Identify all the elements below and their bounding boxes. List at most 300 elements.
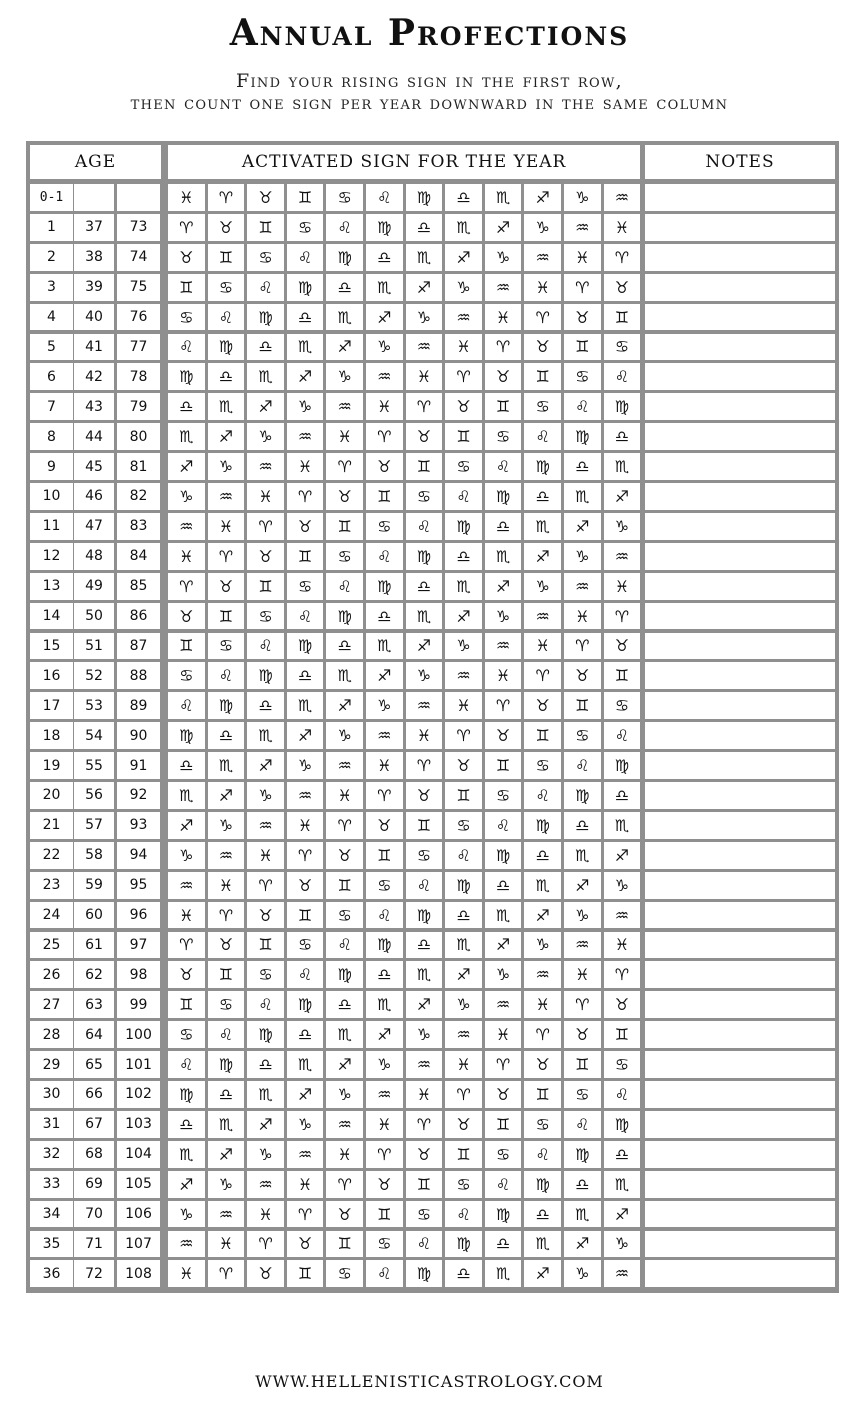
zodiac-sign-cell: ♑ — [208, 1171, 245, 1198]
zodiac-sign-cell: ♓ — [524, 991, 561, 1018]
zodiac-sign-cell: ♉ — [247, 184, 284, 211]
age-cell: 4 — [30, 304, 73, 331]
zodiac-sign-cell: ♒ — [168, 872, 205, 899]
zodiac-sign-cell: ♉ — [406, 782, 443, 809]
zodiac-sign-cell: ♎ — [485, 513, 522, 540]
zodiac-sign-cell: ♑ — [564, 902, 601, 929]
zodiac-sign-cell: ♈ — [366, 423, 403, 450]
zodiac-sign-cell: ♓ — [168, 902, 205, 929]
zodiac-sign-cell: ♎ — [604, 782, 641, 809]
zodiac-sign-cell: ♏ — [287, 1051, 324, 1078]
zodiac-sign-cell: ♈ — [524, 1021, 561, 1048]
age-cell: 92 — [117, 782, 160, 809]
zodiac-sign-cell: ♌ — [485, 453, 522, 480]
age-cell: 77 — [117, 334, 160, 361]
zodiac-sign-cell: ♈ — [326, 1171, 363, 1198]
zodiac-sign-cell: ♈ — [406, 1111, 443, 1138]
zodiac-sign-cell: ♋ — [406, 1201, 443, 1228]
zodiac-sign-cell: ♏ — [604, 1171, 641, 1198]
zodiac-sign-cell: ♍ — [168, 722, 205, 749]
age-cell: 55 — [74, 752, 114, 779]
zodiac-sign-cell: ♑ — [208, 812, 245, 839]
zodiac-sign-cell: ♑ — [287, 752, 324, 779]
zodiac-sign-cell: ♎ — [485, 1231, 522, 1258]
zodiac-sign-cell: ♏ — [366, 633, 403, 660]
notes-cell[interactable] — [645, 812, 835, 839]
age-cell: 13 — [30, 573, 73, 600]
zodiac-sign-cell: ♊ — [445, 423, 482, 450]
zodiac-sign-cell: ♑ — [406, 662, 443, 689]
notes-cell[interactable] — [645, 513, 835, 540]
zodiac-sign-cell: ♈ — [564, 991, 601, 1018]
zodiac-sign-cell: ♎ — [287, 304, 324, 331]
zodiac-sign-cell: ♍ — [208, 334, 245, 361]
zodiac-sign-cell: ♌ — [524, 1141, 561, 1168]
zodiac-sign-cell: ♈ — [208, 1260, 245, 1287]
zodiac-sign-cell: ♐ — [604, 1201, 641, 1228]
age-cell: 100 — [117, 1021, 160, 1048]
age-cell: 18 — [30, 722, 73, 749]
zodiac-sign-cell: ♏ — [287, 334, 324, 361]
zodiac-sign-cell: ♐ — [406, 274, 443, 301]
zodiac-sign-cell: ♐ — [406, 633, 443, 660]
zodiac-sign-cell: ♓ — [168, 1260, 205, 1287]
notes-cell[interactable] — [645, 662, 835, 689]
zodiac-sign-cell: ♋ — [604, 334, 641, 361]
age-cell: 53 — [74, 692, 114, 719]
zodiac-sign-cell: ♎ — [366, 961, 403, 988]
zodiac-sign-cell: ♎ — [564, 453, 601, 480]
zodiac-sign-cell: ♏ — [604, 812, 641, 839]
notes-cell[interactable] — [645, 274, 835, 301]
zodiac-sign-cell: ♒ — [247, 453, 284, 480]
zodiac-sign-cell: ♍ — [366, 214, 403, 241]
zodiac-sign-cell: ♑ — [287, 1111, 324, 1138]
zodiac-sign-cell: ♉ — [366, 812, 403, 839]
zodiac-sign-cell: ♉ — [247, 543, 284, 570]
age-cell: 0-1 — [30, 184, 73, 211]
notes-cell[interactable] — [645, 1081, 835, 1108]
age-cell: 50 — [74, 603, 114, 630]
zodiac-sign-cell: ♒ — [326, 393, 363, 420]
zodiac-sign-cell: ♋ — [564, 722, 601, 749]
age-cell: 10 — [30, 483, 73, 510]
notes-cell[interactable] — [645, 334, 835, 361]
zodiac-sign-cell: ♓ — [366, 1111, 403, 1138]
zodiac-sign-cell: ♒ — [366, 1081, 403, 1108]
age-cell: 42 — [74, 363, 114, 390]
age-cell: 37 — [74, 214, 114, 241]
age-cell: 25 — [30, 932, 73, 959]
notes-cell[interactable] — [645, 991, 835, 1018]
age-cell: 98 — [117, 961, 160, 988]
zodiac-sign-cell: ♎ — [168, 1111, 205, 1138]
zodiac-sign-cell: ♋ — [366, 872, 403, 899]
zodiac-sign-cell: ♐ — [208, 782, 245, 809]
zodiac-sign-cell: ♋ — [287, 932, 324, 959]
zodiac-sign-cell: ♊ — [406, 453, 443, 480]
zodiac-sign-cell: ♋ — [564, 1081, 601, 1108]
notes-cell[interactable] — [645, 214, 835, 241]
zodiac-sign-cell: ♏ — [524, 1231, 561, 1258]
zodiac-sign-cell: ♍ — [247, 662, 284, 689]
zodiac-sign-cell: ♈ — [485, 334, 522, 361]
zodiac-sign-cell: ♐ — [366, 662, 403, 689]
notes-cell[interactable] — [645, 573, 835, 600]
notes-cell[interactable] — [645, 842, 835, 869]
age-column-header: AGE — [30, 145, 161, 179]
zodiac-sign-cell: ♊ — [445, 782, 482, 809]
zodiac-sign-cell: ♋ — [406, 483, 443, 510]
zodiac-sign-cell: ♐ — [366, 1021, 403, 1048]
zodiac-sign-cell: ♊ — [208, 244, 245, 271]
zodiac-sign-cell: ♌ — [445, 1201, 482, 1228]
zodiac-sign-cell: ♉ — [445, 752, 482, 779]
notes-cell[interactable] — [645, 483, 835, 510]
zodiac-sign-cell: ♑ — [445, 991, 482, 1018]
zodiac-sign-cell: ♍ — [485, 1201, 522, 1228]
zodiac-sign-cell: ♋ — [524, 1111, 561, 1138]
notes-cell[interactable] — [645, 184, 835, 211]
zodiac-sign-cell: ♊ — [564, 1051, 601, 1078]
notes-cell[interactable] — [645, 393, 835, 420]
zodiac-sign-cell: ♐ — [524, 543, 561, 570]
age-cell: 8 — [30, 423, 73, 450]
age-cell: 101 — [117, 1051, 160, 1078]
zodiac-sign-cell: ♒ — [287, 782, 324, 809]
zodiac-sign-cell: ♉ — [604, 633, 641, 660]
zodiac-sign-cell: ♊ — [485, 393, 522, 420]
zodiac-sign-cell: ♏ — [208, 393, 245, 420]
zodiac-sign-cell: ♐ — [564, 513, 601, 540]
zodiac-sign-cell: ♍ — [604, 1111, 641, 1138]
age-cell: 27 — [30, 991, 73, 1018]
zodiac-sign-cell: ♋ — [445, 453, 482, 480]
age-cell: 91 — [117, 752, 160, 779]
notes-cell[interactable] — [645, 1051, 835, 1078]
age-cell: 66 — [74, 1081, 114, 1108]
zodiac-sign-cell: ♈ — [604, 244, 641, 271]
zodiac-sign-cell: ♒ — [524, 961, 561, 988]
zodiac-sign-cell: ♐ — [564, 872, 601, 899]
zodiac-sign-cell: ♏ — [247, 722, 284, 749]
notes-cell[interactable] — [645, 1111, 835, 1138]
age-cell: 67 — [74, 1111, 114, 1138]
zodiac-sign-cell: ♑ — [524, 214, 561, 241]
age-cell: 59 — [74, 872, 114, 899]
zodiac-sign-cell: ♋ — [247, 603, 284, 630]
zodiac-sign-cell: ♍ — [445, 872, 482, 899]
zodiac-sign-cell: ♍ — [247, 1021, 284, 1048]
notes-cell[interactable] — [645, 633, 835, 660]
zodiac-sign-cell: ♒ — [524, 244, 561, 271]
zodiac-sign-cell: ♋ — [524, 393, 561, 420]
zodiac-sign-cell: ♎ — [564, 812, 601, 839]
age-cell: 78 — [117, 363, 160, 390]
zodiac-sign-cell: ♈ — [326, 812, 363, 839]
age-cell: 58 — [74, 842, 114, 869]
notes-cell[interactable] — [645, 363, 835, 390]
notes-cell[interactable] — [645, 244, 835, 271]
zodiac-sign-cell: ♑ — [564, 1260, 601, 1287]
zodiac-sign-cell: ♐ — [326, 1051, 363, 1078]
zodiac-sign-cell: ♉ — [564, 1021, 601, 1048]
zodiac-sign-cell: ♋ — [326, 902, 363, 929]
zodiac-sign-cell: ♎ — [247, 692, 284, 719]
zodiac-sign-cell: ♈ — [406, 752, 443, 779]
age-cell: 89 — [117, 692, 160, 719]
age-cell: 93 — [117, 812, 160, 839]
zodiac-sign-cell: ♉ — [524, 1051, 561, 1078]
zodiac-sign-cell: ♉ — [485, 1081, 522, 1108]
notes-cell[interactable] — [645, 782, 835, 809]
zodiac-sign-cell: ♑ — [366, 334, 403, 361]
zodiac-sign-cell: ♏ — [564, 842, 601, 869]
zodiac-sign-cell: ♏ — [366, 991, 403, 1018]
zodiac-sign-cell: ♈ — [485, 1051, 522, 1078]
zodiac-sign-cell: ♎ — [208, 722, 245, 749]
zodiac-sign-cell: ♍ — [564, 782, 601, 809]
zodiac-sign-cell: ♌ — [366, 1260, 403, 1287]
zodiac-sign-cell: ♊ — [485, 1111, 522, 1138]
zodiac-sign-cell: ♈ — [326, 453, 363, 480]
notes-cell[interactable] — [645, 453, 835, 480]
notes-cell[interactable] — [645, 1201, 835, 1228]
zodiac-sign-cell: ♌ — [326, 932, 363, 959]
age-cell: 11 — [30, 513, 73, 540]
zodiac-sign-cell: ♓ — [366, 393, 403, 420]
zodiac-sign-cell: ♒ — [445, 1021, 482, 1048]
zodiac-sign-cell: ♓ — [247, 483, 284, 510]
zodiac-sign-cell: ♍ — [524, 1171, 561, 1198]
zodiac-sign-cell: ♋ — [604, 692, 641, 719]
zodiac-sign-cell: ♊ — [524, 722, 561, 749]
zodiac-sign-cell: ♐ — [247, 1111, 284, 1138]
zodiac-sign-cell: ♎ — [485, 872, 522, 899]
age-cell: 88 — [117, 662, 160, 689]
zodiac-sign-cell: ♑ — [485, 961, 522, 988]
zodiac-sign-cell: ♉ — [168, 961, 205, 988]
instructions-line-2: then count one sign per year downward in the same column — [130, 92, 729, 114]
signs-column-header: ACTIVATED SIGN FOR THE YEAR — [168, 145, 640, 179]
zodiac-sign-cell: ♋ — [485, 423, 522, 450]
zodiac-sign-cell: ♐ — [564, 1231, 601, 1258]
zodiac-sign-cell: ♓ — [564, 244, 601, 271]
notes-cell[interactable] — [645, 932, 835, 959]
age-cell: 47 — [74, 513, 114, 540]
age-cell: 65 — [74, 1051, 114, 1078]
age-cell: 3 — [30, 274, 73, 301]
zodiac-sign-cell: ♌ — [326, 214, 363, 241]
website-url: WWW.HELLENISTICASTROLOGY.COM — [255, 1372, 604, 1391]
zodiac-sign-cell: ♉ — [168, 244, 205, 271]
zodiac-sign-cell: ♉ — [524, 334, 561, 361]
zodiac-sign-cell: ♌ — [366, 902, 403, 929]
notes-cell[interactable] — [645, 1231, 835, 1258]
zodiac-sign-cell: ♑ — [366, 1051, 403, 1078]
zodiac-sign-cell: ♓ — [445, 692, 482, 719]
zodiac-sign-cell: ♌ — [168, 334, 205, 361]
zodiac-sign-cell: ♋ — [208, 633, 245, 660]
notes-cell[interactable] — [645, 304, 835, 331]
notes-cell[interactable] — [645, 722, 835, 749]
age-cell: 60 — [74, 902, 114, 929]
zodiac-sign-cell: ♏ — [485, 543, 522, 570]
age-cell: 74 — [117, 244, 160, 271]
zodiac-sign-cell: ♋ — [287, 573, 324, 600]
zodiac-sign-cell: ♉ — [366, 453, 403, 480]
zodiac-sign-cell: ♓ — [326, 782, 363, 809]
zodiac-sign-cell: ♌ — [524, 423, 561, 450]
age-cell: 26 — [30, 961, 73, 988]
notes-cell[interactable] — [645, 1260, 835, 1287]
zodiac-sign-cell: ♑ — [168, 842, 205, 869]
age-cell: 9 — [30, 453, 73, 480]
zodiac-sign-cell: ♐ — [524, 1260, 561, 1287]
age-cell: 95 — [117, 872, 160, 899]
zodiac-sign-cell: ♑ — [247, 1141, 284, 1168]
zodiac-sign-cell: ♎ — [524, 1201, 561, 1228]
zodiac-sign-cell: ♒ — [287, 423, 324, 450]
zodiac-sign-cell: ♈ — [168, 573, 205, 600]
zodiac-sign-cell: ♓ — [326, 423, 363, 450]
age-cell: 17 — [30, 692, 73, 719]
zodiac-sign-cell: ♊ — [366, 483, 403, 510]
zodiac-sign-cell: ♈ — [445, 722, 482, 749]
zodiac-sign-cell: ♌ — [485, 812, 522, 839]
notes-cell[interactable] — [645, 603, 835, 630]
zodiac-sign-cell: ♉ — [208, 214, 245, 241]
zodiac-sign-cell: ♊ — [485, 752, 522, 779]
age-cell-empty — [74, 184, 114, 211]
zodiac-sign-cell: ♊ — [287, 543, 324, 570]
notes-cell[interactable] — [645, 1021, 835, 1048]
zodiac-sign-cell: ♎ — [445, 1260, 482, 1287]
age-cell: 29 — [30, 1051, 73, 1078]
zodiac-sign-cell: ♉ — [326, 483, 363, 510]
zodiac-sign-cell: ♌ — [445, 483, 482, 510]
zodiac-sign-cell: ♍ — [326, 603, 363, 630]
zodiac-sign-cell: ♋ — [485, 782, 522, 809]
zodiac-sign-cell: ♎ — [406, 214, 443, 241]
zodiac-sign-cell: ♐ — [247, 752, 284, 779]
zodiac-sign-cell: ♏ — [485, 902, 522, 929]
zodiac-sign-cell: ♓ — [247, 842, 284, 869]
zodiac-sign-cell: ♒ — [326, 1111, 363, 1138]
notes-cell[interactable] — [645, 752, 835, 779]
zodiac-sign-cell: ♍ — [524, 453, 561, 480]
zodiac-sign-cell: ♒ — [485, 633, 522, 660]
zodiac-sign-cell: ♊ — [604, 304, 641, 331]
zodiac-sign-cell: ♉ — [485, 722, 522, 749]
zodiac-sign-cell: ♋ — [247, 961, 284, 988]
age-cell: 63 — [74, 991, 114, 1018]
zodiac-sign-cell: ♋ — [524, 752, 561, 779]
zodiac-sign-cell: ♊ — [287, 902, 324, 929]
zodiac-sign-cell: ♐ — [287, 1081, 324, 1108]
zodiac-sign-cell: ♌ — [287, 603, 324, 630]
zodiac-sign-cell: ♓ — [406, 363, 443, 390]
age-cell: 20 — [30, 782, 73, 809]
age-cell: 94 — [117, 842, 160, 869]
zodiac-sign-cell: ♐ — [366, 304, 403, 331]
age-cell: 73 — [117, 214, 160, 241]
zodiac-sign-cell: ♎ — [287, 1021, 324, 1048]
zodiac-sign-cell: ♐ — [208, 1141, 245, 1168]
zodiac-sign-cell: ♉ — [366, 1171, 403, 1198]
zodiac-sign-cell: ♒ — [564, 932, 601, 959]
zodiac-sign-cell: ♓ — [168, 184, 205, 211]
age-cell: 80 — [117, 423, 160, 450]
age-cell: 106 — [117, 1201, 160, 1228]
zodiac-sign-cell: ♈ — [524, 662, 561, 689]
zodiac-sign-cell: ♒ — [208, 842, 245, 869]
zodiac-sign-cell: ♈ — [168, 214, 205, 241]
zodiac-sign-cell: ♎ — [208, 1081, 245, 1108]
zodiac-sign-cell: ♎ — [208, 363, 245, 390]
zodiac-sign-cell: ♒ — [406, 692, 443, 719]
zodiac-sign-cell: ♎ — [524, 483, 561, 510]
age-cell: 14 — [30, 603, 73, 630]
zodiac-sign-cell: ♈ — [564, 274, 601, 301]
zodiac-sign-cell: ♈ — [247, 872, 284, 899]
notes-cell[interactable] — [645, 872, 835, 899]
notes-cell[interactable] — [645, 961, 835, 988]
zodiac-sign-cell: ♏ — [564, 483, 601, 510]
zodiac-sign-cell: ♍ — [445, 513, 482, 540]
zodiac-sign-cell: ♋ — [445, 812, 482, 839]
notes-cell[interactable] — [645, 692, 835, 719]
zodiac-sign-cell: ♊ — [208, 961, 245, 988]
age-cell: 87 — [117, 633, 160, 660]
zodiac-sign-cell: ♏ — [247, 1081, 284, 1108]
age-cell: 79 — [117, 393, 160, 420]
notes-cell[interactable] — [645, 1141, 835, 1168]
zodiac-sign-cell: ♋ — [485, 1141, 522, 1168]
zodiac-sign-cell: ♓ — [406, 722, 443, 749]
zodiac-sign-cell: ♋ — [287, 214, 324, 241]
zodiac-sign-cell: ♒ — [406, 1051, 443, 1078]
zodiac-sign-cell: ♈ — [485, 692, 522, 719]
zodiac-sign-cell: ♌ — [366, 184, 403, 211]
zodiac-sign-cell: ♎ — [247, 334, 284, 361]
zodiac-sign-cell: ♌ — [564, 393, 601, 420]
zodiac-sign-cell: ♐ — [445, 961, 482, 988]
age-cell: 6 — [30, 363, 73, 390]
zodiac-sign-cell: ♉ — [445, 393, 482, 420]
zodiac-sign-cell: ♐ — [445, 244, 482, 271]
notes-cell[interactable] — [645, 902, 835, 929]
age-cell: 84 — [117, 543, 160, 570]
zodiac-sign-cell: ♊ — [604, 662, 641, 689]
zodiac-sign-cell: ♊ — [287, 184, 324, 211]
notes-cell[interactable] — [645, 423, 835, 450]
age-cell: 43 — [74, 393, 114, 420]
zodiac-sign-cell: ♊ — [524, 363, 561, 390]
zodiac-sign-cell: ♍ — [604, 752, 641, 779]
zodiac-sign-cell: ♑ — [604, 872, 641, 899]
zodiac-sign-cell: ♓ — [485, 1021, 522, 1048]
zodiac-sign-cell: ♊ — [366, 842, 403, 869]
zodiac-sign-cell: ♋ — [366, 513, 403, 540]
notes-cell[interactable] — [645, 1171, 835, 1198]
page-title: Annual Profections — [229, 12, 630, 54]
zodiac-sign-cell: ♏ — [406, 961, 443, 988]
zodiac-sign-cell: ♒ — [604, 902, 641, 929]
zodiac-sign-cell: ♏ — [485, 184, 522, 211]
zodiac-sign-cell: ♓ — [524, 633, 561, 660]
notes-cell[interactable] — [645, 543, 835, 570]
